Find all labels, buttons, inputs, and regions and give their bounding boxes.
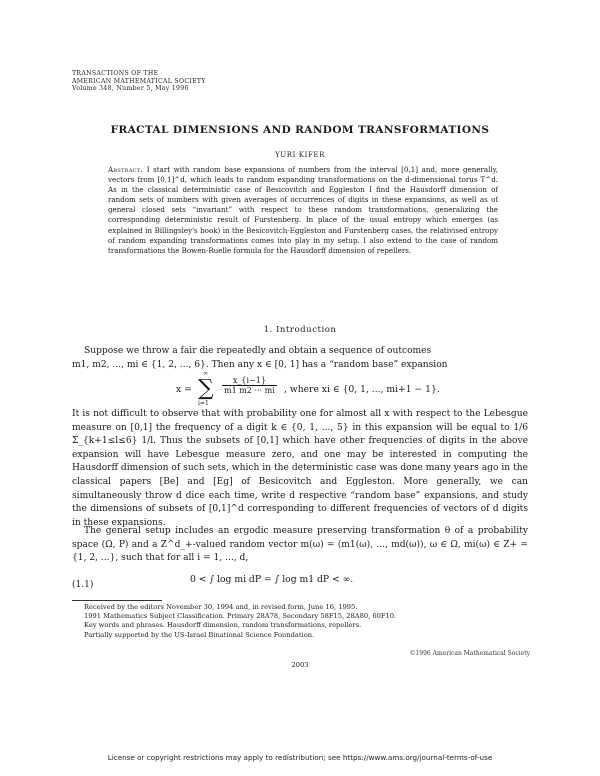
journal-line-3: Volume 348, Number 5, May 1996 [72,85,189,93]
eq1-numerator: x_{i−1} [222,376,277,386]
abstract-text: I start with random base expansions of numbers from the interval [0,1] and, more generally, vectors from [0,1]^d, which leads to random expanding transformations on the d-dimensional torus T^d. As in the classical deterministic case of Besicovitch and Eggleston I find the Hausdorff dimension of random sets of numbers with given averages of occurrences of digits in these expansions, as well as of general closed sets “invariant” with respect to these random transformations, generalizing the corresponding deterministic result of Furstenberg. In place of the usual entropy which emerges (as explained in Billingsley's book) in the Besicovitch-Eggleston and Furstenberg cases, the relativised entropy of random expanding transformations comes into play in my setup. I also extend to the case of random transformations the Bowen-Ruelle formula for the Hausdorff dimension of repellers. [108,165,498,255]
copyright-notice: ©1996 American Mathematical Society [409,650,530,657]
sum-symbol-icon: ∑ [198,376,214,401]
equation-1-1: 0 < ∫ log mi dP = ∫ log m1 dP < ∞. [190,574,354,585]
paragraph-1-line-1: Suppose we throw a fair die repeatedly and obtain a sequence of outcomes [84,346,432,356]
eq1-condition: , where xi ∈ {0, 1, ..., mi+1 − 1}. [284,384,440,395]
paragraph-3-text: The general setup includes an ergodic measure preserving transformation θ of a probability space (Ω, P) and a Z^d_+-valued random vector m(ω) = (m1(ω), ..., md(ω)), ω ∈ Ω, mi(ω) ∈ Z+ = {1, 2, ...}, such that for all i = 1, ..., d, [72,526,528,564]
eq1-sum-top: ∞ [203,370,208,377]
abstract-label: Abstract. [108,165,144,174]
footnote-support: Partially supported by the US-Israel Binational Science Foundation. [84,630,315,639]
footnote-keywords: Key words and phrases. Hausdorff dimension, random transformations, repellers. [84,621,362,630]
license-link[interactable]: License or copyright restrictions may apply to redistribution; see https://www.ams.org/journal-terms-of-use [107,753,493,762]
equation-expansion [0,372,600,412]
paper-title: FRACTAL DIMENSIONS AND RANDOM TRANSFORMATIONS [110,124,490,136]
eq1-denominator: m1 m2 ··· mi [224,386,275,395]
footnote-received: Received by the editors November 30, 1994 and, in revised form, June 16, 1995. [84,603,358,611]
footnotes [72,603,528,640]
eq1-sum-bottom: i=1 [198,400,209,407]
abstract [108,165,498,256]
footnote-classification: 1991 Mathematics Subject Classification. Primary 28A78, Secondary 58F15, 28A80, 60F10. [84,612,397,621]
journal-line-2: AMERICAN MATHEMATICAL SOCIETY [72,77,206,85]
paragraph-1 [72,345,528,372]
equation-number: (1.1) [72,580,94,590]
author-name: YURI KIFER [274,151,325,159]
eq1-fraction [222,376,277,395]
section-heading: 1. Introduction [263,325,337,335]
page-number: 2003 [291,661,309,669]
paragraph-2: It is not difficult to observe that with probability one for almost all x with respect to the Lebesgue measure on [0,1] the frequency of a digit k ∈ {0, 1, ..., 5} in this expansion will be equal to 1/6 Σ_{k+1≤l≤6} 1/l. Thus the subsets of [0,1] which have other frequencies of digits in the above expansion will have Lebesgue measure zero, and one may be interested in computing the Hausdorff dimension of such sets, which in the deterministic case was done many years ago in the classical papers [Be] and [Eg] of Besicovitch and Eggleston. More generally, we can simultaneously throw d dice each time, write d respective “random base” expansions, and study the dimensions of subsets of [0,1]^d corresponding to different frequencies of vectors of d digits in these expansions. [72,409,528,528]
eq1-lhs: x = [176,384,192,395]
footnote-divider [72,600,162,601]
journal-header [72,70,206,93]
paragraph-1-line-2: m1, m2, ..., mi ∈ {1, 2, ..., 6}. Then any x ∈ [0, 1] has a “random base” expansion [72,359,448,370]
journal-line-1: TRANSACTIONS OF THE [72,70,159,77]
paragraph-3 [72,525,528,566]
